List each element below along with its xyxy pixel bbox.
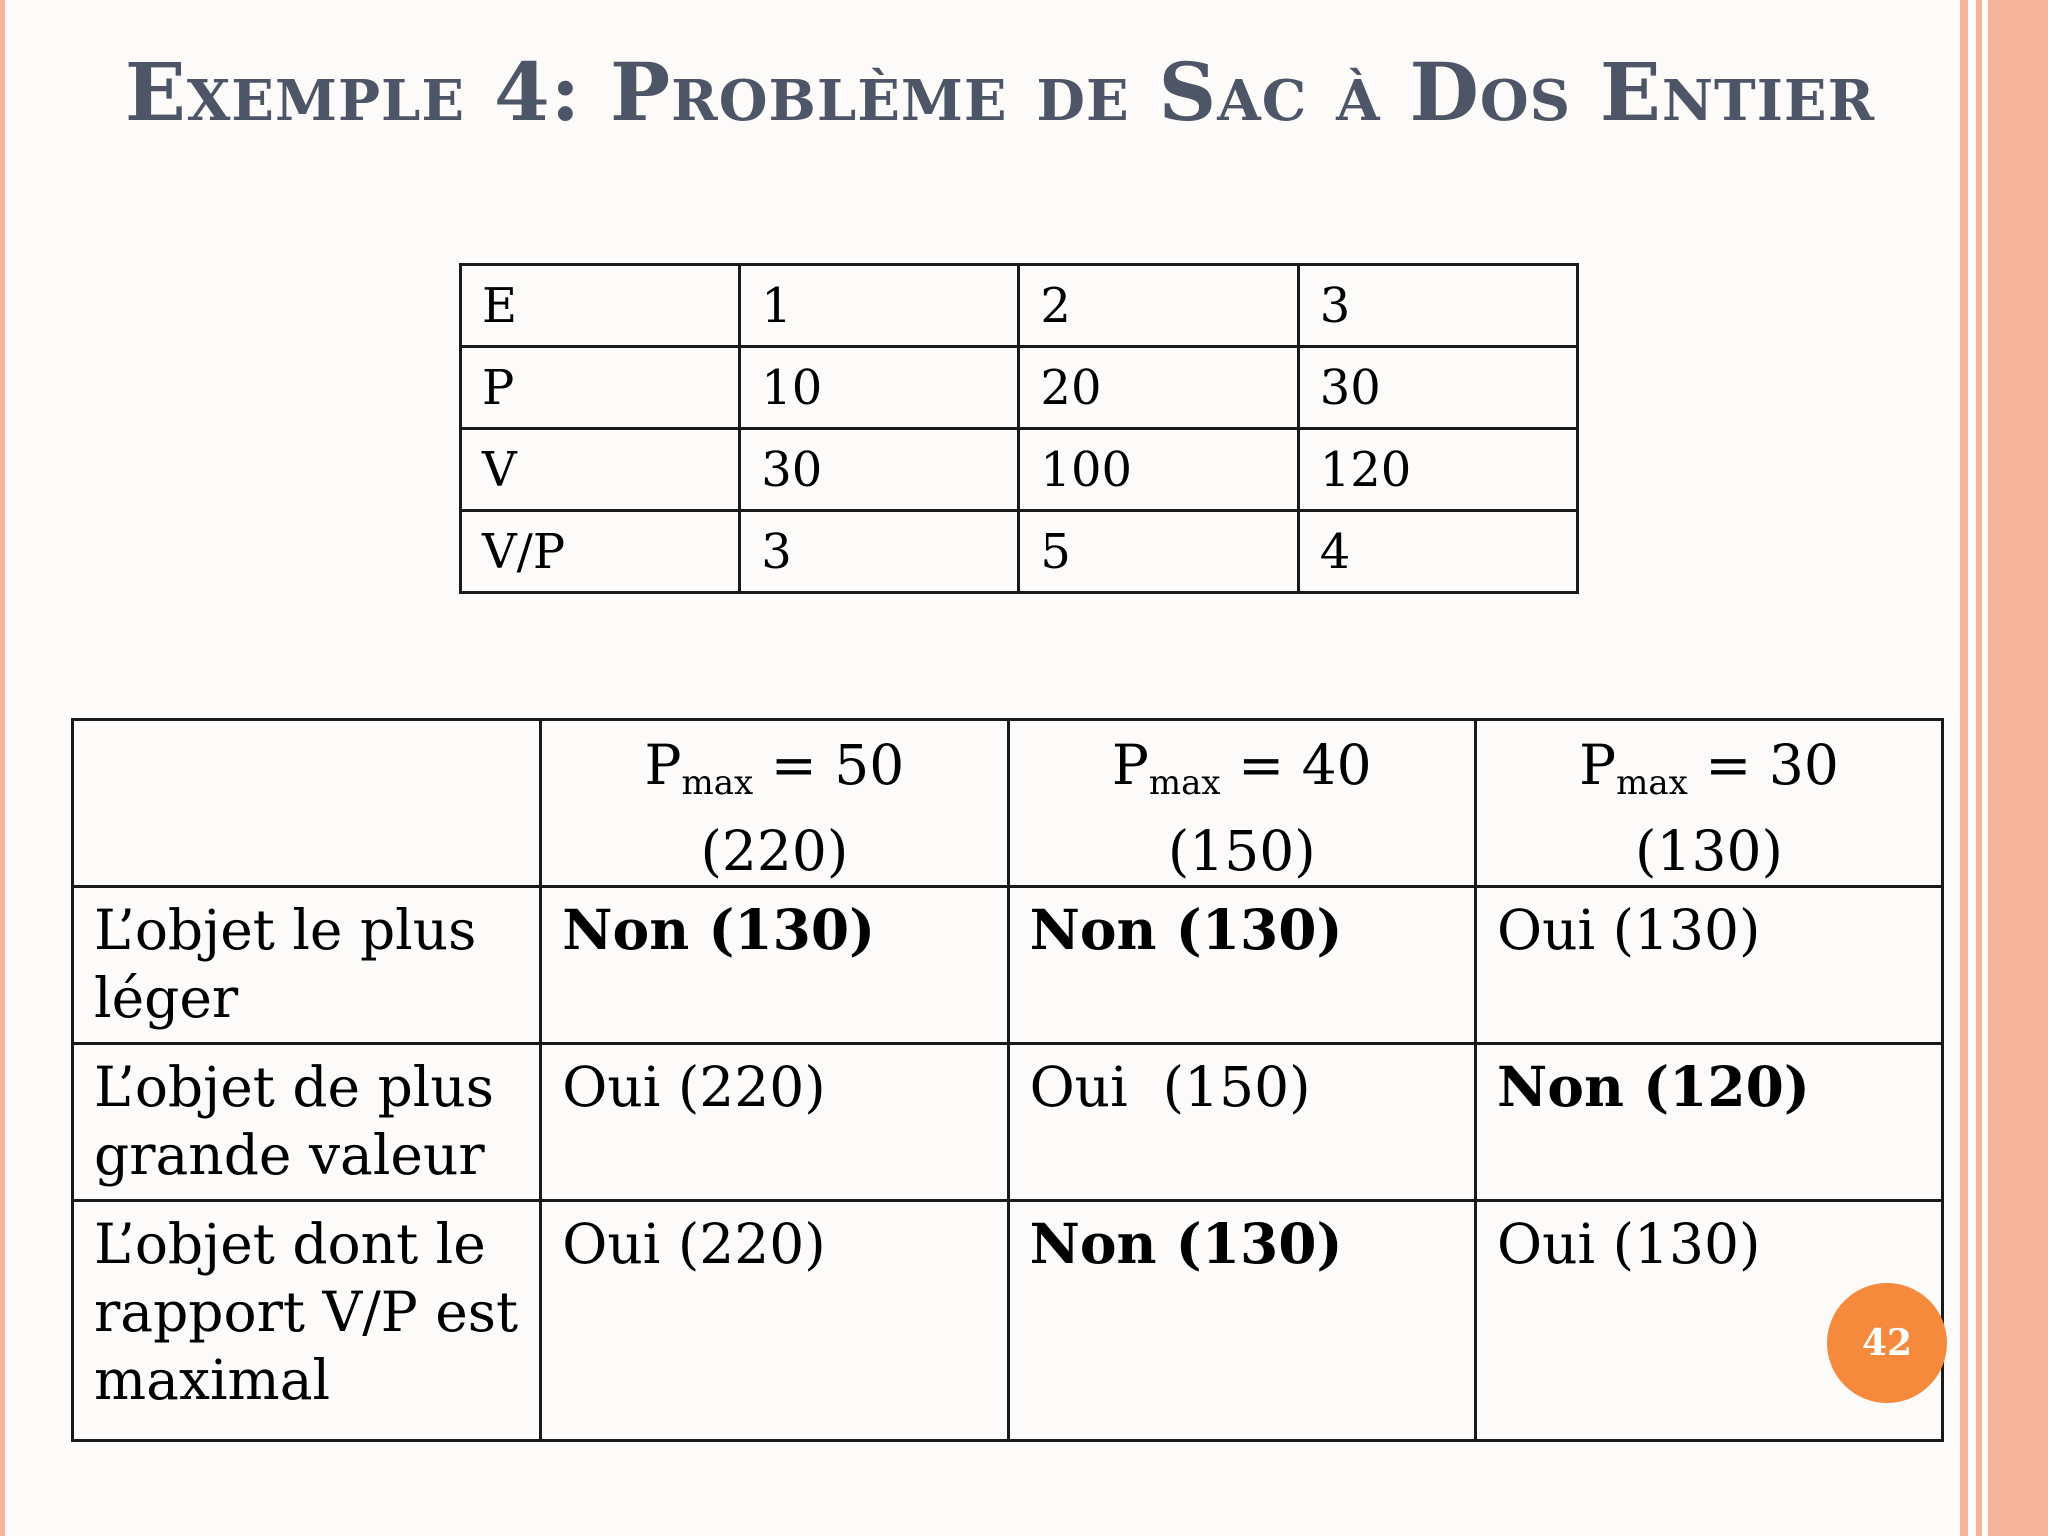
pmax-value: = 30 bbox=[1687, 733, 1839, 797]
row-label-v: V bbox=[461, 429, 740, 511]
table-row bbox=[73, 887, 1943, 1044]
result-cell: Oui (130) bbox=[1475, 1201, 1942, 1441]
row-label-vp: V/P bbox=[461, 511, 740, 593]
pmax-value: = 40 bbox=[1220, 733, 1372, 797]
table-cell: 3 bbox=[1298, 265, 1577, 347]
pmax-symbol: P bbox=[644, 733, 682, 797]
column-total: (220) bbox=[700, 819, 849, 883]
right-edge-stripe bbox=[1976, 0, 1982, 1536]
result-cell: Non (130) bbox=[1008, 1201, 1475, 1441]
column-header-pmax-50 bbox=[541, 720, 1008, 887]
slide-title: Exemple 4: Problème de Sac à Dos Entier bbox=[124, 45, 1876, 139]
column-header-pmax-40 bbox=[1008, 720, 1475, 887]
pmax-subscript: max bbox=[681, 763, 754, 803]
table-cell: 2 bbox=[1019, 265, 1298, 347]
row-label-e: E bbox=[461, 265, 740, 347]
column-total: (130) bbox=[1635, 819, 1783, 883]
table-cell: 120 bbox=[1298, 429, 1577, 511]
table-cell: 20 bbox=[1019, 347, 1298, 429]
right-edge-stripe bbox=[1960, 0, 1968, 1536]
table-cell: 10 bbox=[740, 347, 1019, 429]
page-number-badge: 42 bbox=[1827, 1283, 1947, 1403]
table-row bbox=[461, 265, 1578, 347]
result-cell: Non (130) bbox=[1008, 887, 1475, 1044]
result-cell: Non (130) bbox=[541, 887, 1008, 1044]
pmax-symbol: P bbox=[1111, 733, 1149, 797]
column-header-pmax-30 bbox=[1475, 720, 1942, 887]
table-row bbox=[461, 429, 1578, 511]
result-cell: Oui (130) bbox=[1475, 887, 1942, 1044]
table-cell: 1 bbox=[740, 265, 1019, 347]
column-total: (150) bbox=[1167, 819, 1316, 883]
table-row bbox=[73, 1201, 1943, 1441]
pmax-subscript: max bbox=[1616, 763, 1688, 803]
table-row bbox=[461, 511, 1578, 593]
left-edge-stripe bbox=[0, 0, 5, 1536]
table-row bbox=[73, 1044, 1943, 1201]
table-header-row bbox=[73, 720, 1943, 887]
pmax-subscript: max bbox=[1148, 763, 1221, 803]
empty-corner-cell bbox=[73, 720, 541, 887]
pmax-value: = 50 bbox=[753, 733, 905, 797]
table-cell: 100 bbox=[1019, 429, 1298, 511]
result-cell: Oui (150) bbox=[1008, 1044, 1475, 1201]
row-label-highest-value: L’objet de plus grande valeur bbox=[73, 1044, 541, 1201]
table-row bbox=[461, 347, 1578, 429]
row-label-max-ratio: L’objet dont le rapport V/P est maximal bbox=[73, 1201, 541, 1441]
row-label-lightest: L’objet le plus léger bbox=[73, 887, 541, 1044]
result-cell: Non (120) bbox=[1475, 1044, 1942, 1201]
pmax-symbol: P bbox=[1579, 733, 1617, 797]
table-cell: 4 bbox=[1298, 511, 1577, 593]
result-cell: Oui (220) bbox=[541, 1201, 1008, 1441]
right-edge-band bbox=[1988, 0, 2048, 1536]
item-table bbox=[459, 263, 1579, 594]
result-cell: Oui (220) bbox=[541, 1044, 1008, 1201]
table-cell: 30 bbox=[740, 429, 1019, 511]
table-cell: 3 bbox=[740, 511, 1019, 593]
table-cell: 5 bbox=[1019, 511, 1298, 593]
strategy-table bbox=[71, 718, 1944, 1442]
row-label-p: P bbox=[461, 347, 740, 429]
table-cell: 30 bbox=[1298, 347, 1577, 429]
